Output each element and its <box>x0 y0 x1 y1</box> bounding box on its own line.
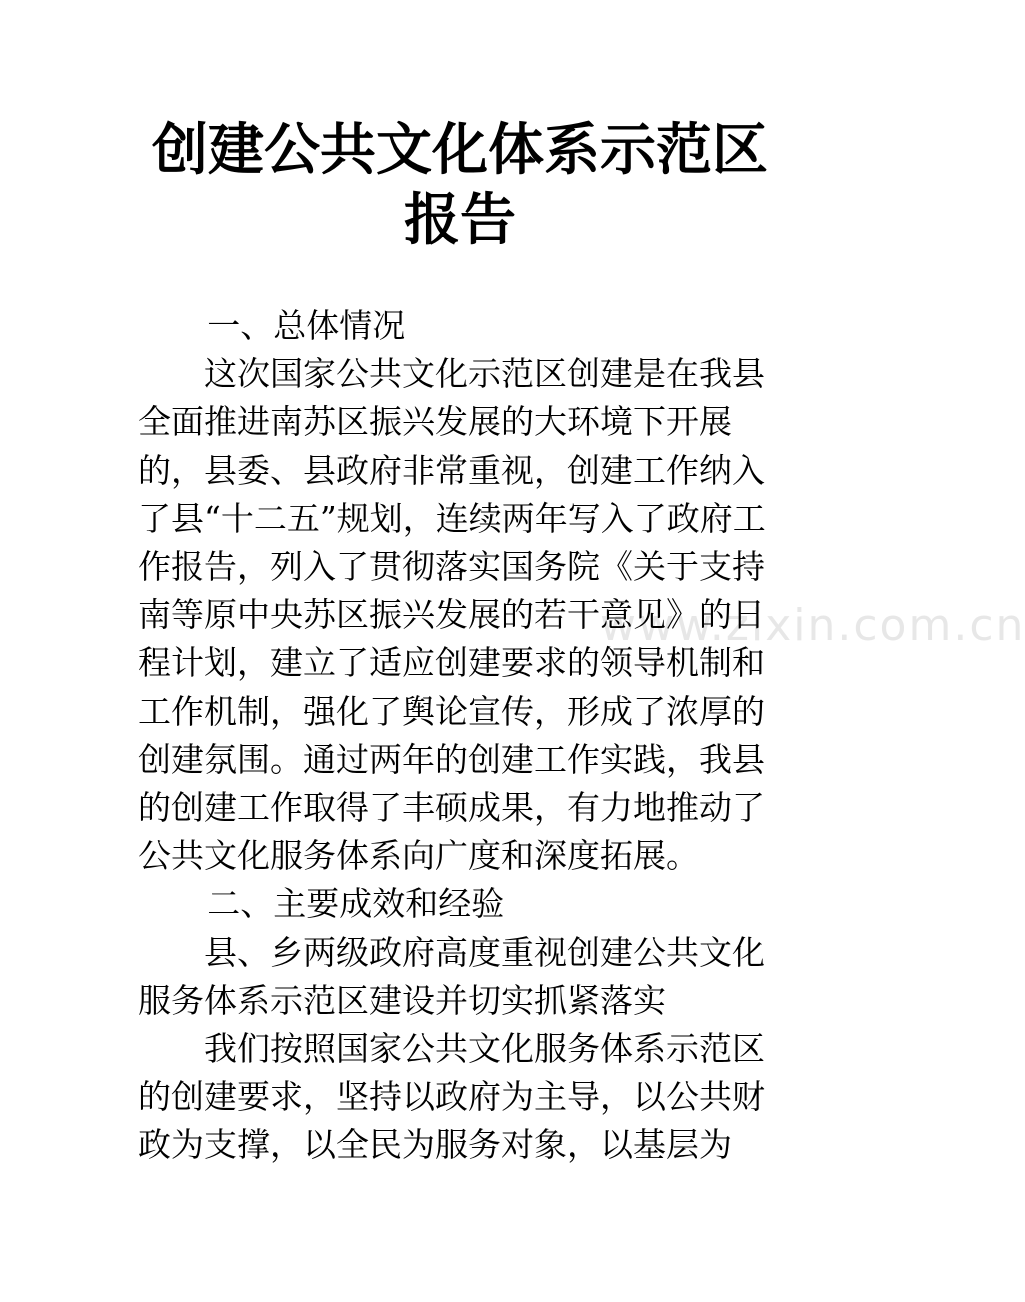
section-heading-1: 一、总体情况 <box>207 306 406 345</box>
document-body <box>138 302 788 1170</box>
document-title <box>0 115 920 255</box>
paragraph-3: 我们按照国家公共文化服务体系示范区的创建要求，坚持以政府为主导，以公共财政为支撑，以全民为服务对象，以基层为 <box>138 1029 765 1165</box>
paragraph-2: 县、乡两级政府高度重视创建公共文化服务体系示范区建设并切实抓紧落实 <box>138 932 765 1020</box>
watermark: www.zixin.com.cn <box>600 600 1025 651</box>
title-line-2: 报告 <box>404 187 516 253</box>
title-line-1: 创建公共文化体系示范区 <box>152 117 768 183</box>
section-heading-2: 二、主要成效和经验 <box>207 884 505 924</box>
paragraph-1: 这次国家公共文化示范区创建是在我县全面推进南苏区振兴发展的大环境下开展的，县委、县政府非常重视，创建工作纳入了县“十二五”规划，连续两年写入了政府工作报告，列入了贯彻落实国务院《关于支持南等原中央苏区振兴发展的若干意见》的日程计划，建立了适应创建要求的领导机制和工作机制，强化了舆论宣传，形成了浓厚的创建氛围。通过两年的创建工作实践，我县的创建工作取得了丰硕成果，有力地推动了公共文化服务体系向广度和深度拓展。 <box>138 354 766 876</box>
